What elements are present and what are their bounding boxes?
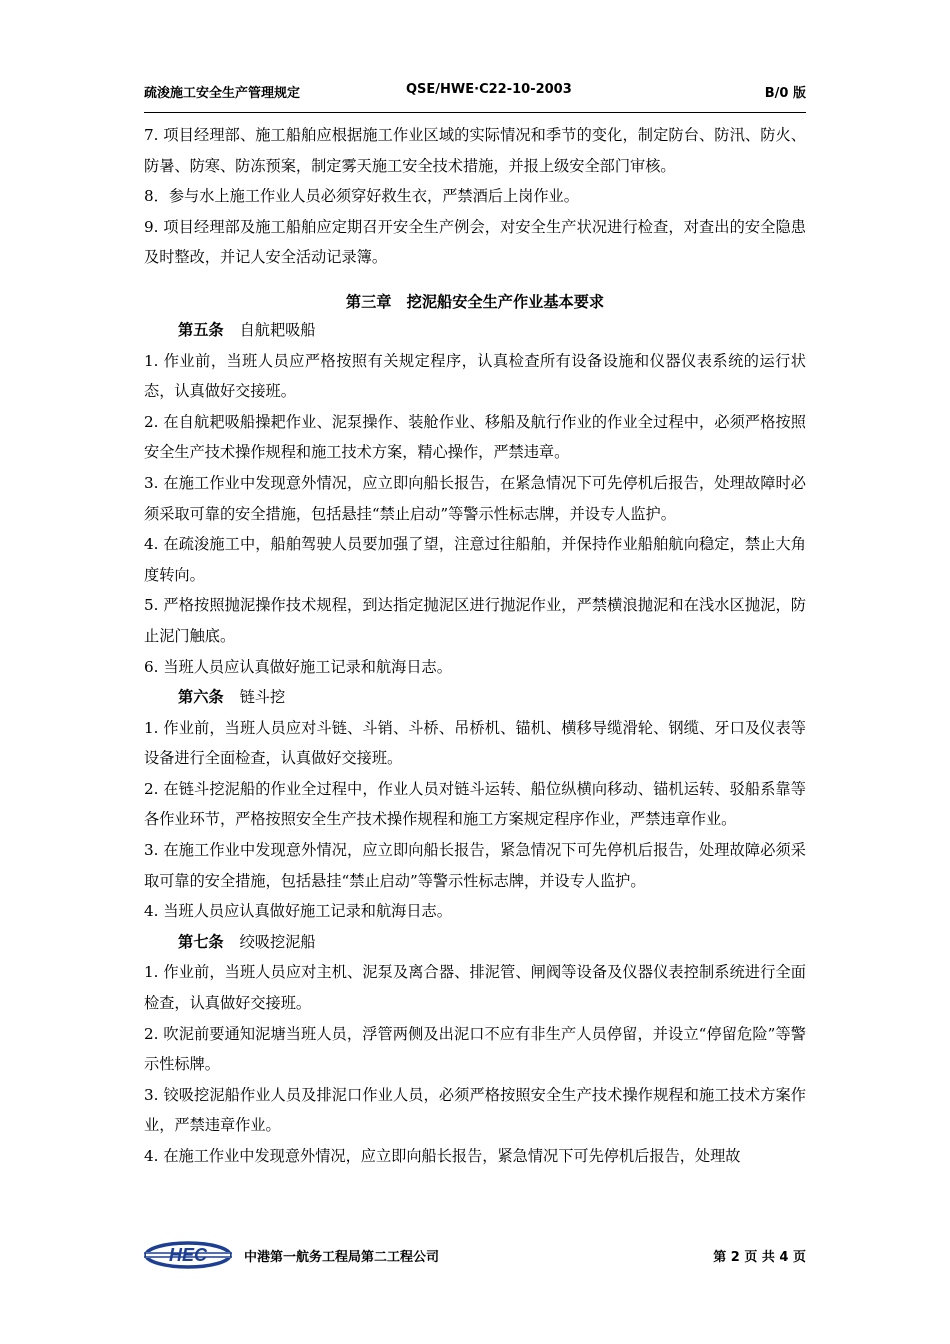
header-version: B/0 版 — [764, 86, 806, 101]
list-item: 4. 在施工作业中发现意外情况，应立即向船长报告，紧急情况下可先停机后报告，处理故 — [144, 1147, 741, 1165]
header-rule — [144, 112, 806, 113]
list-item: 3. 在施工作业中发现意外情况，应立即向船长报告，在紧急情况下可先停机后报告，处理故障时必须采取可靠的安全措施，包括悬挂“禁止启动”等警示性标志牌，并设专人监护。 — [144, 473, 806, 523]
article-number: 第五条 — [178, 320, 224, 339]
logo-text: HEC — [168, 1245, 208, 1265]
article-heading — [144, 315, 806, 346]
article-title: 自航耙吸船 — [239, 320, 316, 339]
hec-logo-icon — [144, 1240, 232, 1270]
list-item: 1. 作业前，当班人员应对主机、泥泵及离合器、排泥管、闸阀等设备及仪器仪表控制系统进行全面检查，认真做好交接班。 — [144, 963, 806, 1013]
list-item: 3. 在施工作业中发现意外情况，应立即向船长报告，紧急情况下可先停机后报告，处理故障必须采取可靠的安全措施，包括悬挂“禁止启动”等警示性标志牌，并设专人监护。 — [144, 841, 806, 890]
article-heading — [144, 682, 806, 713]
list-item: 3. 铰吸挖泥船作业人员及排泥口作业人员，必须严格按照安全生产技术操作规程和施工技术方案作业，严禁违章作业。 — [144, 1085, 806, 1135]
list-item: 2. 在自航耙吸船操耙作业、泥泵操作、装舱作业、移船及航行作业的作业全过程中，必须严格按照安全生产技术操作规程和施工技术方案，精心操作，严禁违章。 — [144, 412, 806, 462]
paragraph: 7. 项目经理部、施工船舶应根据施工作业区域的实际情况和季节的变化，制定防台、防汛、防火、防暑、防寒、防冻预案，制定雾天施工安全技术措施，并报上级安全部门审核。 — [144, 126, 806, 175]
list-item: 5. 严格按照抛泥操作技术规程，到达指定抛泥区进行抛泥作业，严禁横浪抛泥和在浅水区抛泥，防止泥门触底。 — [144, 596, 806, 645]
list-item: 2. 在链斗挖泥船的作业全过程中，作业人员对链斗运转、船位纵横向移动、锚机运转、驳船系靠等各作业环节，严格按照安全生产技术操作规程和施工方案规定程序作业，严禁违章作业。 — [144, 779, 806, 829]
page-number: 第 2 页 共 4 页 — [713, 1250, 806, 1265]
page-footer — [144, 1238, 806, 1272]
article-number: 第七条 — [178, 932, 224, 951]
paragraph: 9. 项目经理部及施工船舶应定期召开安全生产例会，对安全生产状况进行检查，对查出的安全隐患及时整改，并记人安全活动记录簿。 — [144, 217, 806, 267]
article-title: 绞吸挖泥船 — [239, 932, 316, 951]
footer-company: 中港第一航务工程局第二工程公司 — [244, 1250, 440, 1265]
article-number: 第六条 — [178, 688, 224, 707]
list-item: 1. 作业前，当班人员应严格按照有关规定程序，认真检查所有设备设施和仪器仪表系统的运行状态，认真做好交接班。 — [144, 351, 806, 401]
header-title: 疏浚施工安全生产管理规定 — [144, 86, 301, 101]
list-item: 2. 吹泥前要通知泥塘当班人员，浮管两侧及出泥口不应有非生产人员停留，并设立“停留危险”等警示性标牌。 — [144, 1024, 806, 1074]
list-item: 4. 当班人员应认真做好施工记录和航海日志。 — [144, 902, 452, 921]
article-title: 链斗挖 — [239, 688, 286, 707]
list-item: 1. 作业前，当班人员应对斗链、斗销、斗桥、吊桥机、锚机、横移导缆滑轮、钢缆、牙口及仪表等设备进行全面检查，认真做好交接班。 — [144, 718, 806, 768]
article-heading — [144, 927, 806, 958]
document-body — [144, 120, 806, 1172]
page-header — [144, 80, 806, 102]
chapter-heading: 第三章 挖泥船安全生产作业基本要求 — [345, 292, 605, 311]
list-item: 6. 当班人员应认真做好施工记录和航海日志。 — [144, 657, 452, 676]
list-item: 4. 在疏浚施工中，船舶驾驶人员要加强了望，注意过往船舶，并保持作业船舶航向稳定，禁止大角度转向。 — [144, 535, 806, 584]
paragraph: 8．参与水上施工作业人员必须穿好救生衣，严禁酒后上岗作业。 — [144, 187, 579, 206]
header-doc-code: QSE/HWE·C22-10-2003 — [406, 82, 572, 97]
